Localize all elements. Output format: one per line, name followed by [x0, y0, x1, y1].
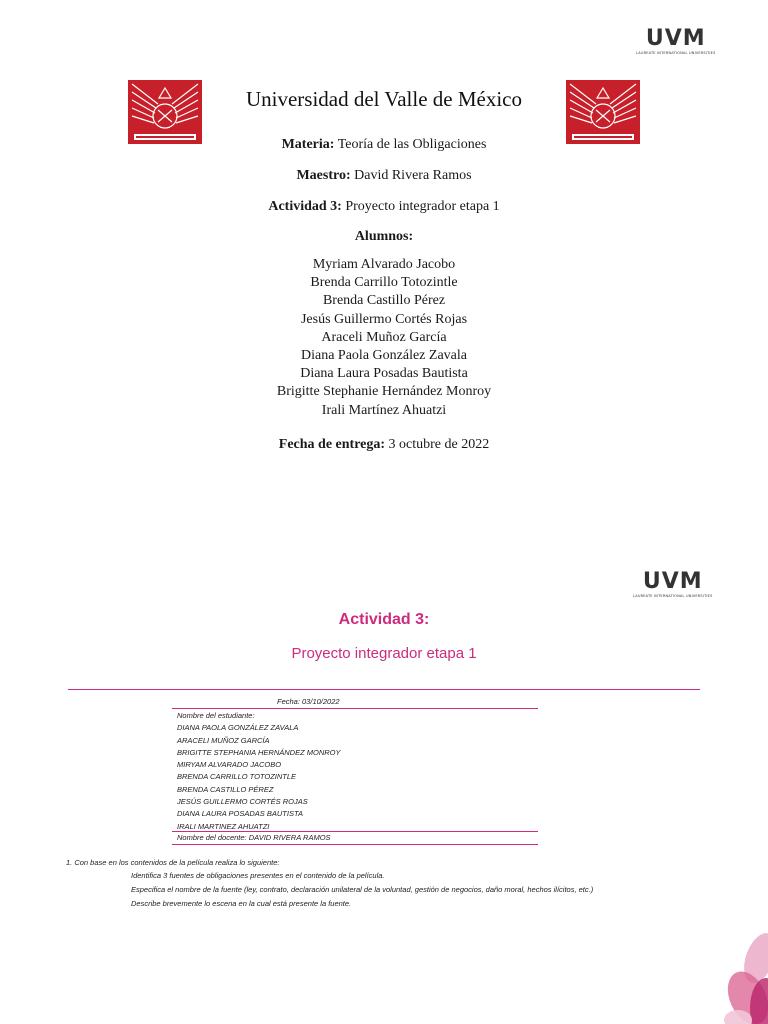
materia-label: Materia:	[281, 137, 335, 152]
instruction: 1. Con base en los contenidos de la película realiza lo siguiente:	[66, 858, 280, 867]
list-item: Araceli Muñoz García	[321, 329, 447, 345]
university-title: Universidad del Valle de México	[245, 87, 523, 111]
list-item: Brenda Castillo Pérez	[322, 293, 446, 309]
list-item: DIANA LAURA POSADAS BAUTISTA	[177, 809, 304, 819]
instruction-step: Especifica el nombre de la fuente (ley, contrato, declaración unilateral de la voluntad, gestión de negocios, daño moral, hechos ilícitos, etc.)	[131, 885, 594, 894]
maestro-value: David Rivera Ramos	[354, 168, 472, 183]
activity-title: Actividad 3:	[338, 611, 430, 628]
uvm-logo-tagline: LAUREATE INTERNATIONAL UNIVERSITIES	[636, 51, 716, 55]
list-item: Brenda Carrillo Totozintle	[310, 275, 458, 291]
list-item: IRALI MARTINEZ AHUATZI	[177, 821, 270, 831]
maestro-label: Maestro:	[296, 168, 351, 183]
fecha-entrega-value: 3 octubre de 2022	[388, 437, 490, 452]
uvm-logo-word: UVM	[645, 26, 706, 51]
uvm-logo-tagline: LAUREATE INTERNATIONAL UNIVERSITIES	[633, 594, 713, 598]
page-gap	[0, 540, 768, 548]
list-item: MIRYAM ALVARADO JACOBO	[177, 760, 282, 770]
list-item: Brigitte Stephanie Hernández Monroy	[276, 384, 492, 400]
instruction-step: Identifica 3 fuentes de obligaciones presentes en el contenido de la película.	[131, 871, 385, 880]
list-item: BRENDA CASTILLO PÉREZ	[177, 784, 274, 794]
student-label: Nombre del estudiante:	[177, 711, 255, 720]
decorative-petals-icon	[708, 928, 768, 1024]
actividad-line	[0, 199, 768, 215]
divider	[172, 708, 538, 709]
list-item: DIANA PAOLA GONZÁLEZ ZAVALA	[177, 723, 299, 733]
list-item: ARACELI MUÑOZ GARCÍA	[177, 735, 270, 745]
divider	[68, 689, 700, 690]
maestro-line	[0, 168, 768, 184]
actividad-label: Actividad 3:	[268, 199, 342, 214]
divider	[172, 831, 538, 832]
alumnos-heading	[0, 229, 768, 245]
actividad-value: Proyecto integrador etapa 1	[345, 199, 500, 214]
materia-value: Teoría de las Obligaciones	[337, 137, 487, 152]
list-item: JESÚS GUILLERMO CORTÉS ROJAS	[177, 797, 308, 807]
uvm-logo	[633, 571, 713, 598]
uvm-logo-word: UVM	[642, 569, 703, 594]
activity-subtitle: Proyecto integrador etapa 1	[291, 645, 477, 662]
list-item: Myriam Alvarado Jacobo	[312, 257, 456, 272]
list-item: Diana Laura Posadas Bautista	[300, 366, 468, 382]
materia-line	[0, 137, 768, 153]
student-block	[177, 710, 341, 833]
fecha-entrega-label: Fecha de entrega:	[278, 437, 386, 452]
list-item: BRENDA CARRILLO TOTOZINTLE	[177, 772, 297, 782]
list-item: Irali Martínez Ahuatzi	[321, 402, 447, 418]
fecha-entrega-line	[0, 437, 768, 453]
list-item: Jesús Guillermo Cortés Rojas	[300, 311, 468, 327]
instruction-step: Describe brevemente lo escena en la cual está presente la fuente.	[131, 899, 352, 908]
alumnos-label: Alumnos:	[354, 229, 414, 244]
divider	[172, 844, 538, 845]
docente-field: Nombre del docente: DAVID RIVERA RAMOS	[177, 833, 331, 842]
list-item: Diana Paola González Zavala	[301, 348, 467, 364]
list-item: BRIGITTE STEPHANIA HERNÁNDEZ MONROY	[177, 747, 341, 757]
uvm-logo	[636, 28, 716, 55]
alumnos-list	[0, 256, 768, 420]
fecha-field: Fecha: 03/10/2022	[277, 697, 340, 706]
